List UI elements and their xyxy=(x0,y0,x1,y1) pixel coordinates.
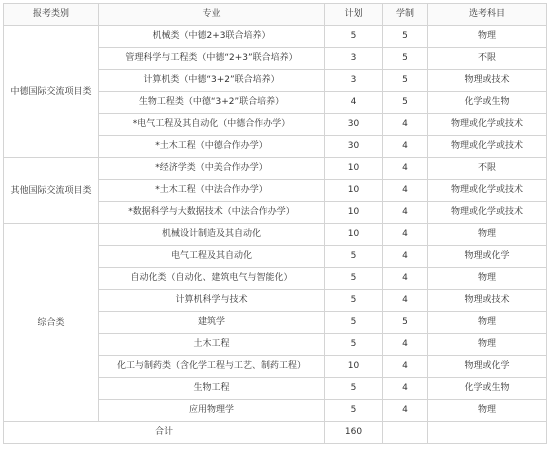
subjects-cell: 物理 xyxy=(428,334,547,356)
major-cell: 建筑学 xyxy=(99,312,325,334)
total-row xyxy=(4,422,547,444)
major-cell: 化工与制药类（含化学工程与工艺、制药工程） xyxy=(99,356,325,378)
major-cell: 计算机科学与技术 xyxy=(99,290,325,312)
plan-cell: 5 xyxy=(325,268,383,290)
years-cell: 4 xyxy=(383,224,428,246)
major-cell: 计算机类（中德“3+2”联合培养） xyxy=(99,70,325,92)
years-cell: 4 xyxy=(383,158,428,180)
major-cell: 管理科学与工程类（中德“2+3”联合培养） xyxy=(99,48,325,70)
subjects-cell: 物理 xyxy=(428,400,547,422)
plan-cell: 5 xyxy=(325,246,383,268)
major-cell: *土木工程（中德合作办学） xyxy=(99,136,325,158)
admission-plan-table xyxy=(3,3,547,444)
category-cell: 综合类 xyxy=(4,224,99,422)
plan-cell: 10 xyxy=(325,224,383,246)
plan-cell: 10 xyxy=(325,202,383,224)
plan-cell: 5 xyxy=(325,312,383,334)
years-cell: 4 xyxy=(383,246,428,268)
subjects-cell: 化学或生物 xyxy=(428,92,547,114)
years-cell: 4 xyxy=(383,268,428,290)
header-years: 学制 xyxy=(383,4,428,26)
header-major: 专业 xyxy=(99,4,325,26)
major-cell: 应用物理学 xyxy=(99,400,325,422)
major-cell: *电气工程及其自动化（中德合作办学） xyxy=(99,114,325,136)
total-label: 合计 xyxy=(4,422,325,444)
total-plan: 160 xyxy=(325,422,383,444)
subjects-cell: 物理或化学或技术 xyxy=(428,180,547,202)
years-cell: 5 xyxy=(383,92,428,114)
subjects-cell: 不限 xyxy=(428,48,547,70)
major-cell: 自动化类（自动化、建筑电气与智能化） xyxy=(99,268,325,290)
major-cell: 机械设计制造及其自动化 xyxy=(99,224,325,246)
major-cell: 机械类（中德2+3联合培养） xyxy=(99,26,325,48)
header-subjects: 选考科目 xyxy=(428,4,547,26)
plan-cell: 5 xyxy=(325,378,383,400)
total-years xyxy=(383,422,428,444)
total-subjects xyxy=(428,422,547,444)
years-cell: 5 xyxy=(383,26,428,48)
plan-cell: 5 xyxy=(325,290,383,312)
major-cell: *数据科学与大数据技术（中法合作办学） xyxy=(99,202,325,224)
table-header-row xyxy=(4,4,547,26)
table-row xyxy=(4,224,547,246)
years-cell: 4 xyxy=(383,400,428,422)
plan-cell: 10 xyxy=(325,158,383,180)
plan-cell: 5 xyxy=(325,400,383,422)
table-row xyxy=(4,26,547,48)
plan-cell: 5 xyxy=(325,26,383,48)
table-row xyxy=(4,158,547,180)
years-cell: 4 xyxy=(383,334,428,356)
subjects-cell: 物理或化学 xyxy=(428,356,547,378)
plan-cell: 5 xyxy=(325,334,383,356)
plan-cell: 4 xyxy=(325,92,383,114)
subjects-cell: 物理或化学或技术 xyxy=(428,202,547,224)
plan-cell: 30 xyxy=(325,114,383,136)
subjects-cell: 物理或化学或技术 xyxy=(428,136,547,158)
subjects-cell: 物理或化学 xyxy=(428,246,547,268)
subjects-cell: 物理或技术 xyxy=(428,290,547,312)
years-cell: 4 xyxy=(383,202,428,224)
years-cell: 5 xyxy=(383,70,428,92)
major-cell: 生物工程类（中德“3+2”联合培养） xyxy=(99,92,325,114)
years-cell: 5 xyxy=(383,312,428,334)
subjects-cell: 化学或生物 xyxy=(428,378,547,400)
years-cell: 4 xyxy=(383,290,428,312)
subjects-cell: 物理 xyxy=(428,26,547,48)
years-cell: 4 xyxy=(383,356,428,378)
major-cell: *土木工程（中法合作办学） xyxy=(99,180,325,202)
years-cell: 4 xyxy=(383,180,428,202)
plan-cell: 30 xyxy=(325,136,383,158)
years-cell: 4 xyxy=(383,136,428,158)
subjects-cell: 物理或化学或技术 xyxy=(428,114,547,136)
subjects-cell: 物理 xyxy=(428,268,547,290)
category-cell: 中德国际交流项目类 xyxy=(4,26,99,158)
header-plan: 计划 xyxy=(325,4,383,26)
subjects-cell: 不限 xyxy=(428,158,547,180)
major-cell: 土木工程 xyxy=(99,334,325,356)
subjects-cell: 物理 xyxy=(428,312,547,334)
plan-cell: 3 xyxy=(325,70,383,92)
table-body xyxy=(4,26,547,422)
plan-cell: 10 xyxy=(325,356,383,378)
subjects-cell: 物理或技术 xyxy=(428,70,547,92)
major-cell: *经济学类（中美合作办学） xyxy=(99,158,325,180)
category-cell: 其他国际交流项目类 xyxy=(4,158,99,224)
years-cell: 4 xyxy=(383,378,428,400)
header-category: 报考类别 xyxy=(4,4,99,26)
plan-cell: 3 xyxy=(325,48,383,70)
major-cell: 电气工程及其自动化 xyxy=(99,246,325,268)
years-cell: 5 xyxy=(383,48,428,70)
plan-cell: 10 xyxy=(325,180,383,202)
subjects-cell: 物理 xyxy=(428,224,547,246)
major-cell: 生物工程 xyxy=(99,378,325,400)
years-cell: 4 xyxy=(383,114,428,136)
